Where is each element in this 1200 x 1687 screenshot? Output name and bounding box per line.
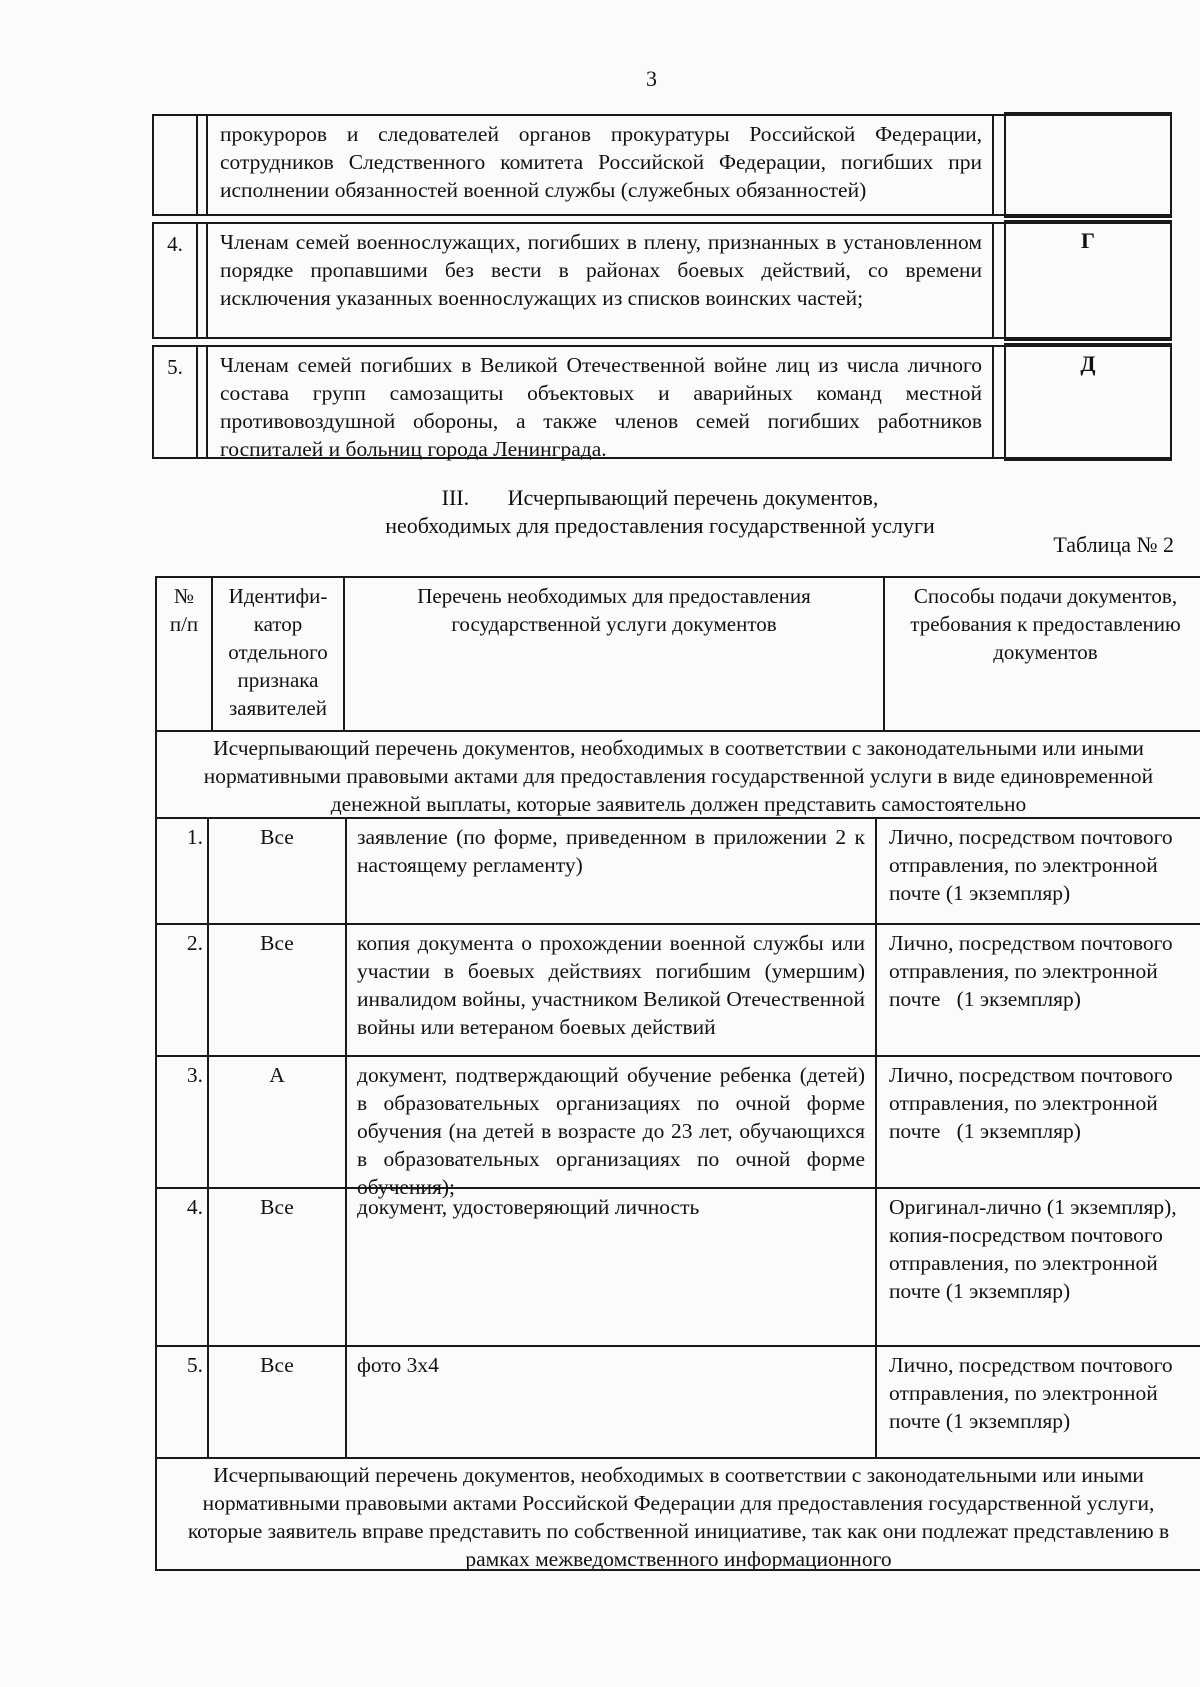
category-table bbox=[152, 114, 1172, 465]
group-heading: Исчерпывающий перечень документов, необходимых в соответствии с законодательными или иными нормативными правовыми актами Российской Федерации для предоставления государственной услуги, которые заявитель вправе представить по собственной инициативе, так как они подлежат представлению в рамках межведомственного информационного bbox=[155, 1459, 1200, 1571]
row-method: Лично, посредством почтового отправления, по электронной почте (1 экземпляр) bbox=[889, 825, 1173, 905]
table-row bbox=[155, 819, 1200, 925]
page-number: 3 bbox=[646, 66, 657, 91]
table-row bbox=[155, 1189, 1200, 1347]
table-label: Таблица № 2 bbox=[1053, 532, 1174, 557]
header-num: № п/п bbox=[157, 578, 213, 730]
row-number: 3. bbox=[157, 1057, 209, 1187]
row-identifier: Все bbox=[209, 925, 347, 1055]
row-number bbox=[154, 116, 198, 214]
row-identifier: А bbox=[209, 1057, 347, 1187]
row-identifier: Все bbox=[209, 1189, 347, 1345]
row-document: документ, удостоверяющий личность bbox=[347, 1189, 877, 1345]
row-number: 4. bbox=[157, 1189, 209, 1345]
row-code bbox=[1004, 112, 1172, 218]
row-method: Оригинал-лично (1 экземпляр), копия-посредством почтового отправления, по электронной почте (1 экземпляр) bbox=[889, 1195, 1177, 1303]
row-number: 5. bbox=[157, 1347, 209, 1457]
table-row bbox=[152, 114, 1172, 216]
header-methods: Способы подачи документов, требования к предоставлению документов bbox=[910, 584, 1181, 664]
row-method: Лично, посредством почтового отправления, по электронной почте (1 экземпляр) bbox=[889, 931, 1178, 1011]
header-documents: Перечень необходимых для предоставления государственной услуги документов bbox=[345, 578, 885, 730]
row-document: фото 3х4 bbox=[347, 1347, 877, 1457]
row-method: Лично, посредством почтового отправления, по электронной почте (1 экземпляр) bbox=[889, 1353, 1173, 1433]
row-text: Членам семей военнослужащих, погибших в плену, признанных в установленном порядке пропавшими без вести в районах боевых действий, со времени исключения указанных военнослужащих из списков воинских частей; bbox=[206, 224, 994, 337]
section-title-line2: необходимых для предоставления государственной услуги bbox=[385, 513, 935, 538]
row-number: 5. bbox=[154, 347, 198, 457]
table-row bbox=[155, 1057, 1200, 1199]
row-number: 1. bbox=[157, 819, 209, 923]
row-number: 2. bbox=[157, 925, 209, 1055]
row-document: документ, подтверждающий обучение ребенка (детей) в образовательных организациях по очной форме обучения (на детей в возрасте до 23 лет, обучающихся в образовательных организациях по очной форме обучения); bbox=[347, 1057, 877, 1187]
table-row bbox=[155, 925, 1200, 1057]
row-method: Лично, посредством почтового отправления, по электронной почте (1 экземпляр) bbox=[889, 1063, 1178, 1143]
group-heading: Исчерпывающий перечень документов, необходимых в соответствии с законодательными или иными нормативными правовыми актами для предоставления государственной услуги в виде единовременной денежной выплаты, которые заявитель должен представить самостоятельно bbox=[155, 732, 1200, 819]
section-title-line1: III. Исчерпывающий перечень документов, bbox=[441, 485, 879, 510]
row-code: Д bbox=[1004, 343, 1172, 461]
row-document: копия документа о прохождении военной службы или участии в боевых действиях погибшим (умершим) инвалидом войны, участником Великой Отечественной войны или ветераном боевых действий bbox=[347, 925, 877, 1055]
table-row bbox=[152, 345, 1172, 459]
section-title bbox=[330, 484, 990, 540]
row-code: Г bbox=[1004, 220, 1172, 341]
row-text: Членам семей погибших в Великой Отечественной войне лиц из числа личного состава групп самозащиты объектовых и аварийных команд местной противовоздушной обороны, а также членов семей погибших работников госпиталей и больниц города Ленинграда. bbox=[206, 347, 994, 457]
header-identifier: Идентифи-катор отдельного признака заявителей bbox=[213, 578, 345, 730]
table-row bbox=[152, 222, 1172, 339]
row-identifier: Все bbox=[209, 819, 347, 923]
row-number: 4. bbox=[154, 224, 198, 337]
row-text: прокуроров и следователей органов прокуратуры Российской Федерации, сотрудников Следственного комитета Российской Федерации, погибших при исполнении обязанностей военной службы (служебных обязанностей) bbox=[206, 116, 994, 214]
table-header bbox=[155, 578, 1200, 732]
row-document: заявление (по форме, приведенном в приложении 2 к настоящему регламенту) bbox=[347, 819, 877, 923]
documents-table bbox=[155, 576, 1200, 1571]
row-identifier: Все bbox=[209, 1347, 347, 1457]
table-row bbox=[155, 1347, 1200, 1459]
